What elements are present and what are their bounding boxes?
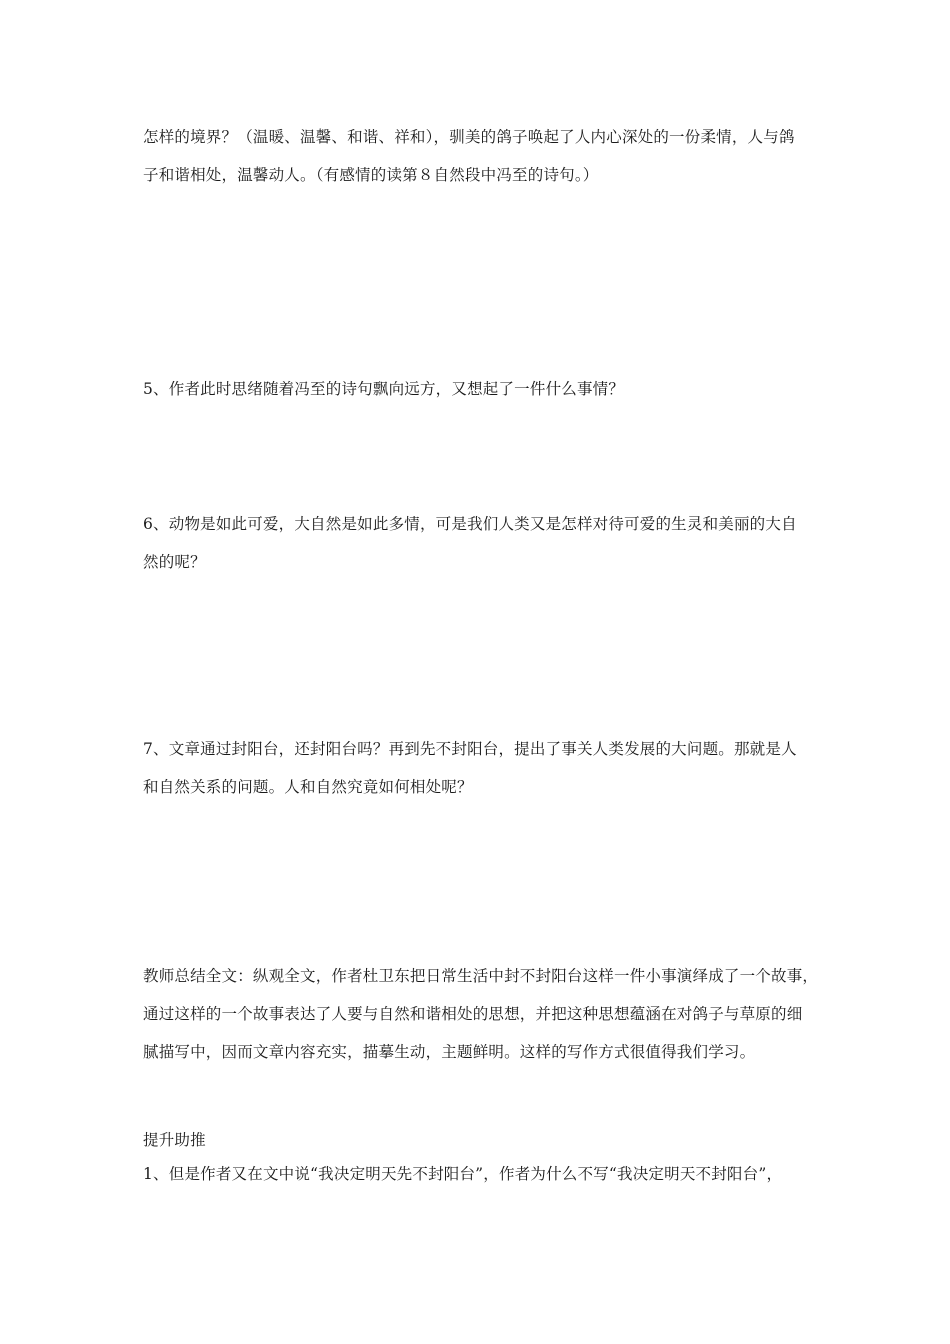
teacher-summary: [143, 957, 863, 1071]
text-line: 教师总结全文：纵观全文，作者杜卫东把日常生活中封不封阳台这样一件小事演绎成了一个故事，: [143, 967, 819, 985]
question-7: [143, 730, 863, 806]
extension-section: [143, 1123, 863, 1191]
text-line: 5、作者此时思绪随着冯至的诗句飘向远方，又想起了一件什么事情？: [143, 380, 625, 398]
text-line: 6、动物是如此可爱，大自然是如此多情，可是我们人类又是怎样对待可爱的生灵和美丽的大自: [143, 515, 797, 533]
section-heading: 提升助推: [143, 1131, 206, 1149]
paragraph-harmony-answer: [143, 118, 863, 194]
text-line: 腻描写中，因而文章内容充实，描摹生动，主题鲜明。这样的写作方式很值得我们学习。: [143, 1043, 756, 1061]
text-line: 1、但是作者又在文中说“我决定明天先不封阳台”，作者为什么不写“我决定明天不封阳台”，: [143, 1165, 783, 1183]
text-line: 怎样的境界？（温暖、温馨、和谐、祥和），驯美的鸽子唤起了人内心深处的一份柔情，人与鸽: [143, 128, 795, 146]
text-line: 通过这样的一个故事表达了人要与自然和谐相处的思想，并把这种思想蕴涵在对鸽子与草原的细: [143, 1005, 803, 1023]
text-line: 和自然关系的问题。人和自然究竟如何相处呢？: [143, 778, 473, 796]
text-line: 子和谐相处，温馨动人。（有感情的读第８自然段中冯至的诗句。）: [143, 166, 599, 184]
question-6: [143, 505, 863, 581]
question-5: [143, 370, 863, 408]
text-line: 7、文章通过封阳台，还封阳台吗？再到先不封阳台，提出了事关人类发展的大问题。那就是人: [143, 740, 797, 758]
text-line: 然的呢？: [143, 553, 206, 571]
